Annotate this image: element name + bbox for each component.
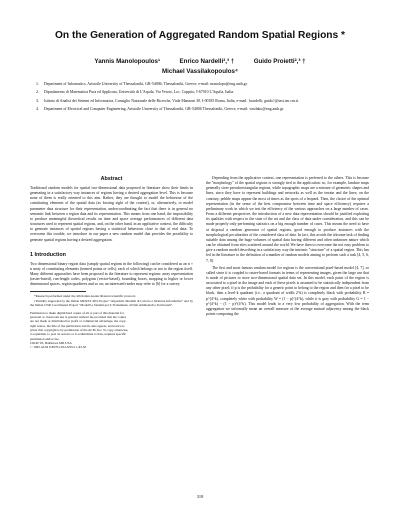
author-line-2 [24, 67, 376, 77]
permission-line: right notice, the title of the publication and its date appear, and notice is [30, 323, 125, 328]
permission-notice [30, 311, 193, 350]
body-paragraph: The first and most famous random model for regions is the conventional pixel-based model [4, 7], so called since it is coupled to raster-based formats in terms of representing images, given the large use that is made of pictures to store two-dimensional spatial data set. In this model, each point of the region is associated to a pixel in the image and each of these pixels is assumed to be statistically independent from any other pixel; if p is the probability for a generic point to belong to the region and then for a pixel to be black, then a level-k quadrant (i.e., a quadrant of width 2^k) is completely black with probability B = p^(4^k), completely white with probability W = (1 − p)^(4^k), while it is gray with probability G = 1 − p^(4^k) − (1 − p)^(4^k). This model leads to a very low probability of aggregation. With the term aggregation we informally mean an overall measure of the average mutual adjacency among the black points composing the [206, 265, 369, 317]
abstract-text: Traditional random models for spatial two-dimensional data proposed in literature show their limits in generating in a satisfactory way instances of regions having a desired aggregation level. This is because none of them is really oriented to this aim. Rather, they are thought to model the behaviour of the constituting elements of the spatial data (as loosing sight of the context), or, alternatively, to model parameter data structure for their representation, undercoordinating the fact that there is in general no semantic link between a region data and its representation. This means from one hand, the impossibility to produce meaningful theoretical results on time and space average performances of different data structures used to represent spatial regions, and, on the other hand, in an applicative context, the difficulty to generate instances of spatial regions having a statistical behaviour close to that of real data. To overcome this trouble, we introduce in our paper a new random model that provides the possibility to generate spatial regions having a desired aggregation. [30, 186, 193, 242]
author-name: Guido Proietti²,³ † [253, 58, 306, 65]
body-paragraph: Depending from the applicative context, one representation is preferred to the others. This is because the "morphology" of the spatial regions is strongly tied to the application: so, for example, landuse maps generally store pseudorectangular regions, while topographic maps are a mixture of geometric shapes and lines, since they have to represent buildings and networks as well as the terrain and the lines; on the contrary, pebble maps appear the most of times as the spots of a leopard. Then, the choice of the optimal representation (in the sense of the best compromise between time and space efficiency) requires a preliminary work in which we test the efficiency of the various approaches on a large number of cases. From a different perspective, the introduction of a new data representation should be justified exploiting its qualities with respect to the state of the art and the class of data under consideration, and this can be made properly only performing statistics on a big enough number of cases. This means the need to have at disposal a random generator of spatial regions, good enough to produce instances with the morphological peculiarities of the considered class of data. In fact, this avoids the irksome task of finding suitable data among the huge volumes of spatial data having different and often unknown nature which can be obtained from sites scattered around the world. We have then to overcome the not easy problem to give a random model describing in a satisfactory way the intrinsic "structure" of a spatial region. This has led in the literature to the definition of a number of random models aiming to perform such a task [4, 5, 6, 7, 8]. [206, 176, 369, 263]
author-line-1 [24, 57, 376, 67]
permission-line: © 1995 ACM 0-89791-812-6/95/11..$3.50 [30, 345, 87, 350]
affiliation-text: Dipartimento di Matematica Pura ed Applicata, Università di L'Aquila, Via Vetoio, Loc. Coppito, I-67010 L'Aquila, Italia. [44, 90, 235, 95]
permission-line: personal or classroom use is granted without fee provided that the copies [30, 315, 127, 320]
affiliation-text: Department of Electrical and Computer Engineering, Aristotle University of Thessaloniki, GR-54006 Thessaloniki, Greece, e-mail: vasilako@eng.auth.gr. [44, 107, 285, 112]
author-name: Yannis Manolopoulos¹ [94, 58, 161, 65]
affiliation-number: 4. [36, 107, 39, 112]
paper-title: On the Generation of Aggregated Random Spatial Regions * [55, 30, 345, 41]
affiliation-text: Istituto di Analisi dei Sistemi ed Informatica, Consiglio Nazionale delle Ricerche, Viale Manzoni 30, I-00185 Roma, Italia, e-mail: {nardelli, guido}@iasi.rm.cnr.it. [44, 98, 299, 103]
author-name: Enrico Nardelli²,³ † [179, 58, 235, 65]
permission-line: permission and/or fee. [30, 336, 60, 341]
right-column [206, 176, 369, 319]
permission-line: given that copyright is by permission of the ACM, Inc. To copy otherwise, [30, 327, 129, 332]
permission-line: CIKM '95, Baltimore MD USA [30, 340, 72, 345]
page-number: 318 [196, 494, 204, 499]
affiliation-item [36, 107, 370, 112]
affiliation-number: 2. [36, 90, 39, 95]
affiliation-item [36, 82, 370, 87]
left-column [30, 175, 193, 349]
footnote-divider [30, 291, 86, 292]
affiliation-text: Department of Informatics, Aristotle University of Thessaloniki, GR-54006, Thessaloniki, Greece, e-mail: manolopo@eng.auth.gr. [44, 82, 248, 86]
permission-line: are not made or distributed for profit or commercial advantage, the copy- [30, 319, 127, 324]
intro-paragraph: Two dimensional binary region data (simply spatial regions in the following) can be considered as an n × n array of constituting elements (termed points or cells), each of which belongs or not to the region itself. Many different approaches have been proposed in the literature to represent regions: array representation (raster-based), run-length codes, polygons (vector-based), bounding boxes, mapping to higher or lower dimensional spaces, region quadtrees and so on; an interested reader may refer to [6] for a survey. [30, 261, 193, 287]
permission-line: Permission to make digital/hard copies of all or part of this material for [30, 310, 124, 315]
affiliations [36, 82, 370, 116]
affiliation-item [36, 90, 370, 95]
section-heading-introduction: 1 Introduction [30, 251, 66, 258]
footnote: †Partially supported by the Italian MURST 40% Project "Algoritmi, Modelli di Calcolo e Strutture Informative" and by the Italian CNR Coordinated Project "Modelli e Sistemi per il Trattamento di Dati Ambientali e Territoriali". [30, 298, 193, 308]
affiliation-number: 3. [36, 98, 39, 103]
author-name: Michael Vassilakopoulos⁴ [162, 68, 238, 75]
author-block [24, 57, 376, 77]
permission-line: to republish, to post on servers or to redistribute to lists, requires specific [30, 332, 127, 337]
abstract-heading: Abstract [100, 176, 123, 182]
affiliation-item [36, 99, 370, 104]
footnote: *Research performed under the 4th Italian-Greek bilateral scientific protocol. [34, 293, 137, 298]
affiliation-number: 1. [36, 82, 39, 86]
